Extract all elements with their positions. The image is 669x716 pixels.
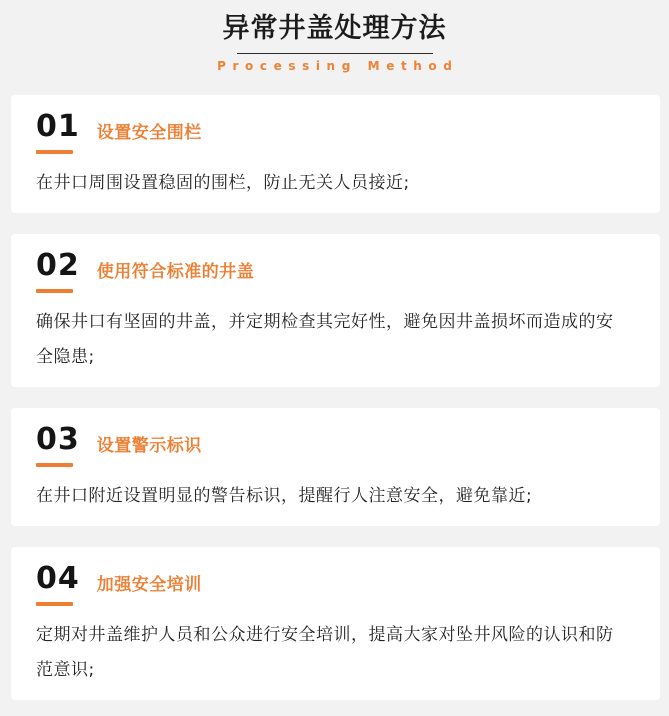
step-body: 在井口周围设置稳固的围栏，防止无关人员接近; [36,173,410,193]
step-3-header [36,422,620,467]
page-title: 异常井盖处理方法 [222,13,447,44]
step-heading: 加强安全培训 [96,575,202,595]
step-card-2 [11,234,660,387]
step-number-underline [36,150,73,154]
step-heading: 使用符合标准的井盖 [96,262,255,282]
step-number-underline [36,289,73,293]
step-body: 确保井口有坚固的井盖，并定期检查其完好性，避免因井盖损坏而造成的安全隐患; [36,312,614,367]
step-number: 01 [36,109,80,144]
step-4-number-block [36,561,80,606]
step-number-underline [36,463,73,467]
step-body: 在井口附近设置明显的警告标识，提醒行人注意安全，避免靠近; [36,486,533,506]
step-card-3 [11,408,660,526]
step-number: 03 [36,422,80,457]
step-2-header [36,248,620,293]
step-body: 定期对井盖维护人员和公众进行安全培训，提高大家对坠井风险的认识和防范意识; [36,625,614,680]
steps-list [11,95,660,700]
step-1-number-block [36,109,80,154]
page-subtitle: Processing Method [217,59,459,73]
step-2-number-block [36,248,80,293]
step-card-4 [11,547,660,700]
page-header [0,0,669,73]
step-number: 02 [36,248,80,283]
step-3-number-block [36,422,80,467]
step-1-header [36,109,620,154]
step-heading: 设置警示标识 [96,436,202,456]
step-card-1 [11,95,660,213]
step-number-underline [36,602,73,606]
title-divider [237,53,433,54]
step-heading: 设置安全围栏 [96,123,202,143]
step-number: 04 [36,561,80,596]
step-4-header [36,561,620,606]
